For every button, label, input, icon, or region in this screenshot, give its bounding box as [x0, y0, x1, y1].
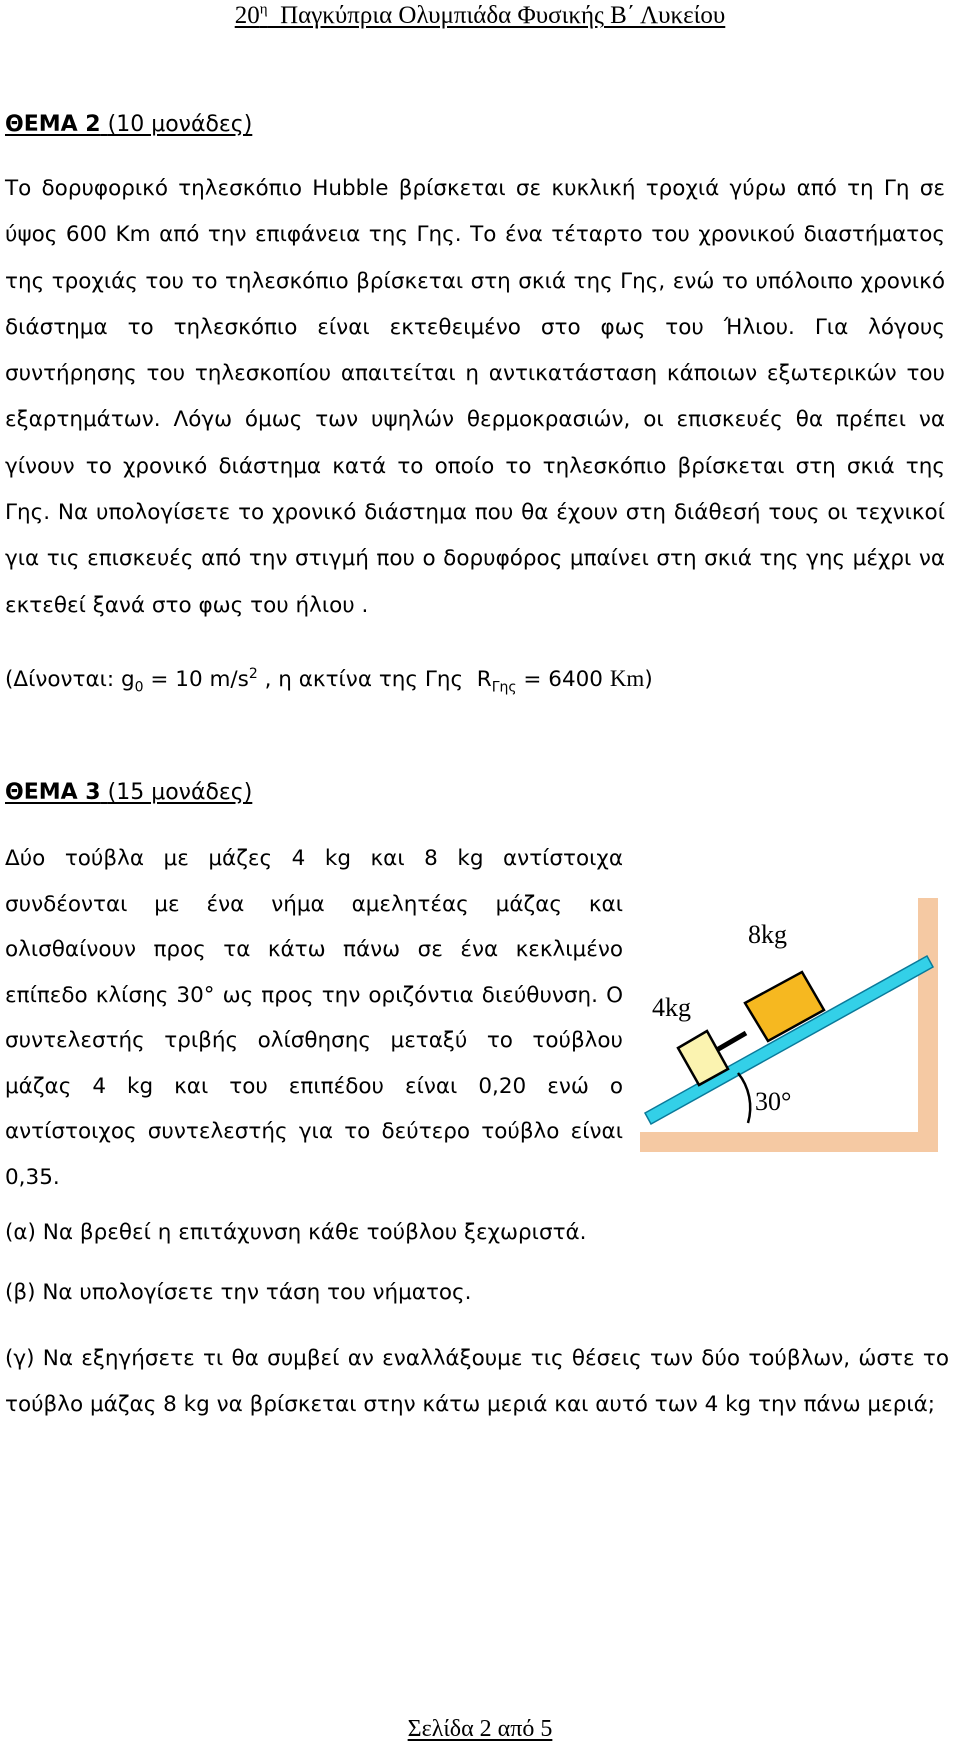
page-number: Σελίδα 2 από 5 [407, 1716, 553, 1742]
header-title [235, 2, 726, 29]
given-close: ) [644, 667, 653, 693]
topic-3-heading [5, 780, 252, 805]
topic-2-given-values [5, 666, 653, 695]
topic-2-heading [5, 112, 252, 137]
header-rest: Παγκύπρια Ολυμπιάδα Φυσικής Β΄ Λυκείου [267, 2, 726, 30]
topic-2-body: Το δορυφορικό τηλεσκόπιο Hubble βρίσκεται σε κυκλική τροχιά γύρω από τη Γη σε ύψος 600 Km από την επιφάνεια της Γης. Το ένα τέταρτο του χρονικού διαστήματος της τροχιάς του το τηλεσκόπιο βρίσκεται στη σκιά της Γης, ενώ το υπόλοιπο χρονικό διάστημα το τηλεσκόπιο είναι εκτεθειμένο στο φως του Ήλιου. Για λόγους συντήρησης του τηλεσκοπίου απαιτείται η αντικατάσταση κάποιων εξωτερικών του εξαρτημάτων. Λόγω όμως των υψηλών θερμοκρασιών, οι επισκευές θα πρέπει να γίνουν το χρονικό διάστημα κατά το οποίο το τηλεσκόπιο βρίσκεται στη σκιά της Γης. Να υπολογίσετε το χρονικό διάστημα που θα έχουν στη διάθεσή τους οι τεχνικοί για τις επισκευές από την στιγμή που ο δορυφόρος μπαίνει στη σκιά της γης μέχρι να εκτεθεί ξανά στο φως του ήλιου . [5, 176, 945, 618]
given-radius-subscript: Γης [491, 679, 517, 696]
given-radius-text: , η ακτίνα της Γης R [257, 667, 492, 693]
angle-arc [738, 1073, 750, 1123]
given-g-superscript: 2 [248, 666, 258, 682]
inclined-plane-figure [640, 898, 960, 1158]
header-superscript: η [259, 2, 268, 18]
topic-2-label: ΘΕΜΑ 2 [5, 112, 101, 137]
connecting-string [715, 1033, 746, 1051]
label-4kg: 4kg [652, 993, 691, 1022]
header-prefix: 20 [234, 2, 260, 30]
topic-3-label: ΘΕΜΑ 3 [5, 780, 101, 805]
topic-3-points: (15 μονάδες) [107, 780, 253, 805]
given-g-value: = 10 m/s [143, 667, 249, 693]
given-g-subscript: 0 [134, 679, 144, 696]
question-a: (α) Να βρεθεί η επιτάχυνση κάθε τούβλου ξεχωριστά. [5, 1220, 587, 1245]
label-8kg: 8kg [748, 920, 787, 949]
topic-2-points: (10 μονάδες) [107, 112, 253, 137]
topic-3-body: Δύο τούβλα με μάζες 4 kg και 8 kg αντίστοιχα συνδέονται με ένα νήμα αμελητέας μάζας και ολισθαίνουν προς τα κάτω πάνω σε ένα κεκλιμένο επίπεδο κλίσης 30° ως προς την οριζόντια διεύθυνση. Ο συντελεστής τριβής ολίσθησης μεταξύ το τούβλου μάζας 4 kg και του επιπέδου είναι 0,20 ενώ ο αντίστοιχος συντελεστής για το δεύτερο τούβλο είναι 0,35. [5, 846, 623, 1190]
inclined-plane-diagram [640, 898, 960, 1158]
page-header [0, 2, 960, 30]
given-radius-unit: Km [609, 666, 645, 692]
question-c: (γ) Να εξηγήσετε τι θα συμβεί αν εναλλάξουμε τις θέσεις των δύο τούβλων, ώστε το τούβλο μάζας 8 kg να βρίσκεται στην κάτω μεριά και αυτό των 4 kg την πάνω μεριά; [5, 1346, 949, 1417]
given-radius-value: = 6400 [516, 667, 610, 693]
question-b: (β) Να υπολογίσετε την τάση του νήματος. [5, 1280, 472, 1305]
page-footer [0, 1716, 960, 1743]
label-angle: 30° [755, 1087, 792, 1116]
given-open: (Δίνονται: g [5, 667, 135, 693]
